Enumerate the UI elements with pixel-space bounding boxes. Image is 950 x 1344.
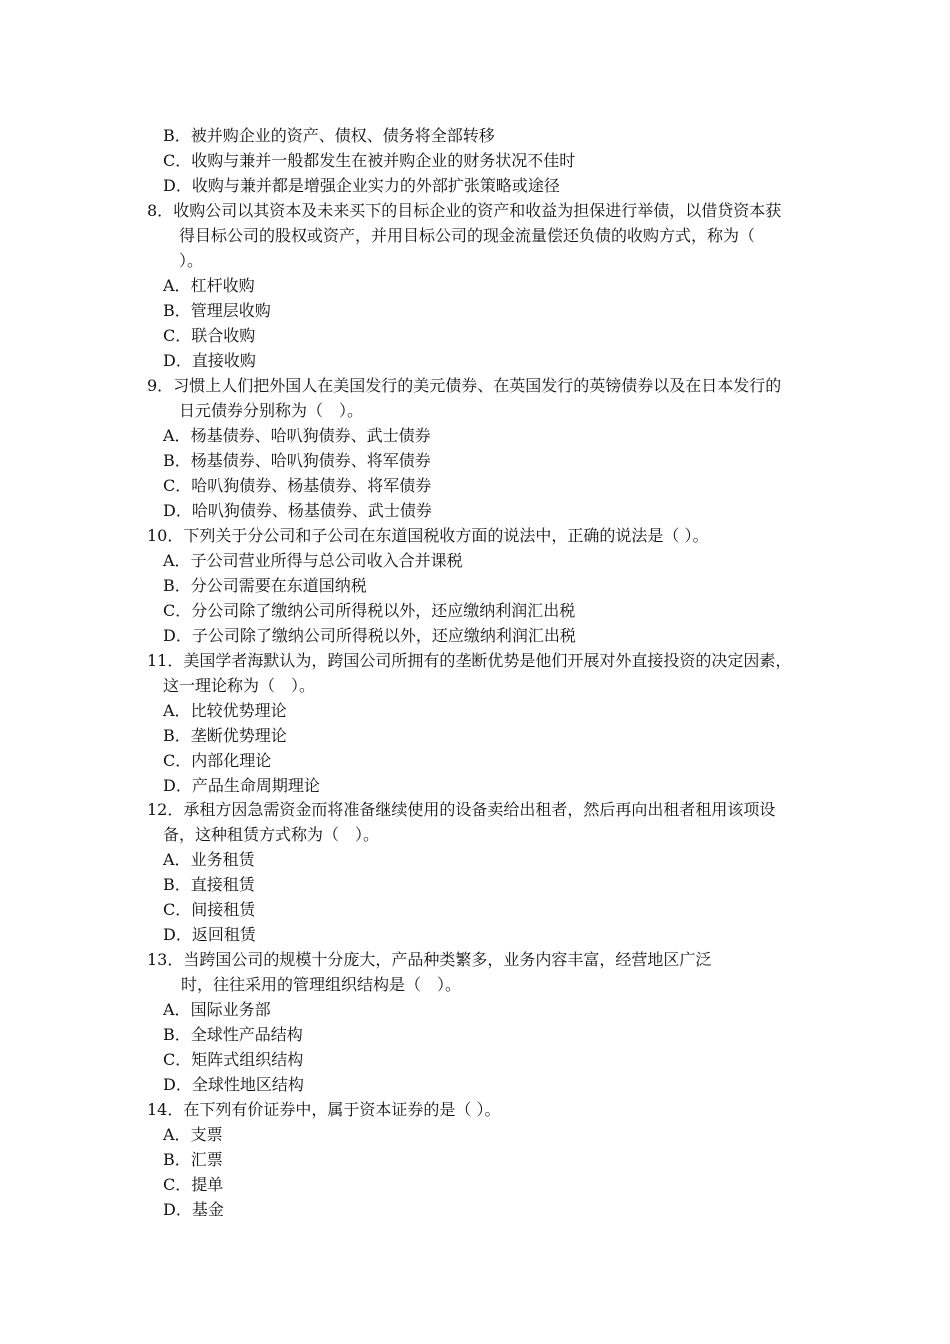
option-letter: B． xyxy=(163,576,191,595)
option-line xyxy=(163,900,255,920)
option-letter: B． xyxy=(163,301,191,320)
question-stem xyxy=(147,201,781,221)
option-text: 哈叭狗债券、杨基债券、将军债券 xyxy=(191,476,432,495)
option-line xyxy=(163,1025,303,1045)
option-letter: B． xyxy=(163,875,191,894)
option-text: 产品生命周期理论 xyxy=(191,776,320,795)
option-line xyxy=(163,326,255,346)
question-stem xyxy=(147,1100,500,1120)
option-line xyxy=(163,925,256,945)
option-letter: D． xyxy=(163,1075,192,1094)
question-number: 9． xyxy=(147,376,174,395)
option-text: 间接租赁 xyxy=(191,900,256,919)
option-text: 子公司营业所得与总公司收入合并课税 xyxy=(190,551,463,570)
question-number: 13． xyxy=(147,950,184,969)
option-line xyxy=(163,1200,224,1220)
option-letter: A． xyxy=(163,276,191,295)
question-number: 14． xyxy=(147,1100,184,1119)
option-text: 内部化理论 xyxy=(191,751,272,770)
option-letter: B． xyxy=(163,126,191,145)
option-text: 国际业务部 xyxy=(190,1000,271,1019)
option-line xyxy=(163,426,431,446)
option-text: 子公司除了缴纳公司所得税以外，还应缴纳利润汇出税 xyxy=(191,626,576,645)
option-line xyxy=(163,126,495,146)
question-number: 10． xyxy=(147,526,184,545)
option-letter: C． xyxy=(163,151,192,170)
option-text: 汇票 xyxy=(190,1150,223,1169)
question-stem-continued: 时，往往采用的管理组织结构是（ ）。 xyxy=(181,975,462,994)
option-text: 分公司需要在东道国纳税 xyxy=(190,576,367,595)
question-stem-continued: 备，这种租赁方式称为（ ）。 xyxy=(163,825,380,844)
option-letter: A． xyxy=(163,551,191,570)
question-number: 12． xyxy=(147,800,184,819)
option-line xyxy=(163,1000,271,1020)
option-letter: B． xyxy=(163,451,191,470)
option-line xyxy=(163,601,575,621)
option-line xyxy=(163,1175,223,1195)
question-stem-continued: 得目标公司的股权或资产，并用目标公司的现金流量偿还负债的收购方式，称为（ xyxy=(179,226,756,245)
option-line xyxy=(163,626,576,646)
option-letter: C． xyxy=(163,326,192,345)
question-stem xyxy=(147,950,711,970)
option-letter: D． xyxy=(163,776,192,795)
question-text: 习惯上人们把外国人在美国发行的美元债券、在英国发行的英镑债券以及在日本发行的 xyxy=(173,376,782,395)
option-letter: A． xyxy=(163,701,191,720)
option-text: 杨基债券、哈叭狗债券、将军债券 xyxy=(190,451,431,470)
option-letter: C． xyxy=(163,751,192,770)
option-line xyxy=(163,701,287,721)
option-line xyxy=(163,776,320,796)
option-line xyxy=(163,1150,223,1170)
option-text: 业务租赁 xyxy=(190,850,255,869)
option-line xyxy=(163,1075,304,1095)
option-letter: A． xyxy=(163,1000,191,1019)
option-text: 直接租赁 xyxy=(190,875,255,894)
option-text: 杠杆收购 xyxy=(190,276,255,295)
option-text: 比较优势理论 xyxy=(190,701,287,720)
question-text: 下列关于分公司和子公司在东道国税收方面的说法中，正确的说法是（ ）。 xyxy=(183,526,709,545)
option-letter: D． xyxy=(163,351,192,370)
option-line xyxy=(163,476,431,496)
option-letter: C． xyxy=(163,1050,192,1069)
option-letter: D． xyxy=(163,626,192,645)
option-line xyxy=(163,451,431,471)
option-letter: B． xyxy=(163,726,191,745)
option-letter: C． xyxy=(163,900,192,919)
option-text: 矩阵式组织结构 xyxy=(191,1050,304,1069)
question-stem xyxy=(147,800,775,820)
option-text: 提单 xyxy=(191,1175,224,1194)
option-text: 哈叭狗债券、杨基债券、武士债券 xyxy=(191,501,432,520)
question-stem xyxy=(147,376,781,396)
option-line xyxy=(163,576,367,596)
option-line xyxy=(163,501,432,521)
option-text: 被并购企业的资产、债权、债务将全部转移 xyxy=(190,126,495,145)
option-line xyxy=(163,751,271,771)
option-text: 全球性地区结构 xyxy=(191,1075,304,1094)
option-letter: C． xyxy=(163,1175,192,1194)
question-text: 收购公司以其资本及未来买下的目标企业的资产和收益为担保进行举债，以借贷资本获 xyxy=(173,201,782,220)
question-text: 在下列有价证券中，属于资本证券的是（ ）。 xyxy=(183,1100,501,1119)
option-line xyxy=(163,351,256,371)
option-text: 垄断优势理论 xyxy=(190,726,287,745)
option-text: 联合收购 xyxy=(191,326,256,345)
question-number: 8． xyxy=(147,201,174,220)
option-line xyxy=(163,551,463,571)
option-text: 分公司除了缴纳公司所得税以外，还应缴纳利润汇出税 xyxy=(191,601,576,620)
option-letter: D． xyxy=(163,925,192,944)
option-letter: A． xyxy=(163,1125,191,1144)
option-text: 返回租赁 xyxy=(191,925,256,944)
option-letter: D． xyxy=(163,501,192,520)
question-number: 11． xyxy=(147,651,184,670)
option-letter: D． xyxy=(163,1200,192,1219)
question-stem-continued: 这一理论称为（ ）。 xyxy=(163,676,316,695)
option-line xyxy=(163,151,575,171)
option-letter: B． xyxy=(163,1025,191,1044)
option-text: 全球性产品结构 xyxy=(190,1025,303,1044)
option-letter: B． xyxy=(163,1150,191,1169)
option-line xyxy=(163,850,255,870)
question-stem xyxy=(147,651,791,671)
option-line xyxy=(163,726,287,746)
question-stem-continued: ）。 xyxy=(179,251,204,270)
option-text: 支票 xyxy=(190,1125,223,1144)
option-line xyxy=(163,176,560,196)
option-line xyxy=(163,1050,303,1070)
option-line xyxy=(163,276,255,296)
option-letter: C． xyxy=(163,601,192,620)
option-line xyxy=(163,1125,223,1145)
option-letter: A． xyxy=(163,850,191,869)
question-stem-continued: 日元债券分别称为（ ）。 xyxy=(179,401,364,420)
question-text: 美国学者海默认为，跨国公司所拥有的垄断优势是他们开展对外直接投资的决定因素， xyxy=(183,651,792,670)
option-text: 基金 xyxy=(191,1200,224,1219)
option-letter: D． xyxy=(163,176,192,195)
option-text: 收购与兼并一般都发生在被并购企业的财务状况不佳时 xyxy=(191,151,576,170)
question-stem xyxy=(147,526,708,546)
question-text: 承租方因急需资金而将准备继续使用的设备卖给出租者，然后再向出租者租用该项设 xyxy=(183,800,776,819)
option-text: 收购与兼并都是增强企业实力的外部扩张策略或途径 xyxy=(191,176,560,195)
option-text: 杨基债券、哈叭狗债券、武士债券 xyxy=(190,426,431,445)
option-text: 管理层收购 xyxy=(190,301,271,320)
option-line xyxy=(163,301,271,321)
option-letter: C． xyxy=(163,476,192,495)
option-letter: A． xyxy=(163,426,191,445)
option-line xyxy=(163,875,255,895)
question-text: 当跨国公司的规模十分庞大，产品种类繁多，业务内容丰富，经营地区广泛 xyxy=(183,950,712,969)
option-text: 直接收购 xyxy=(191,351,256,370)
